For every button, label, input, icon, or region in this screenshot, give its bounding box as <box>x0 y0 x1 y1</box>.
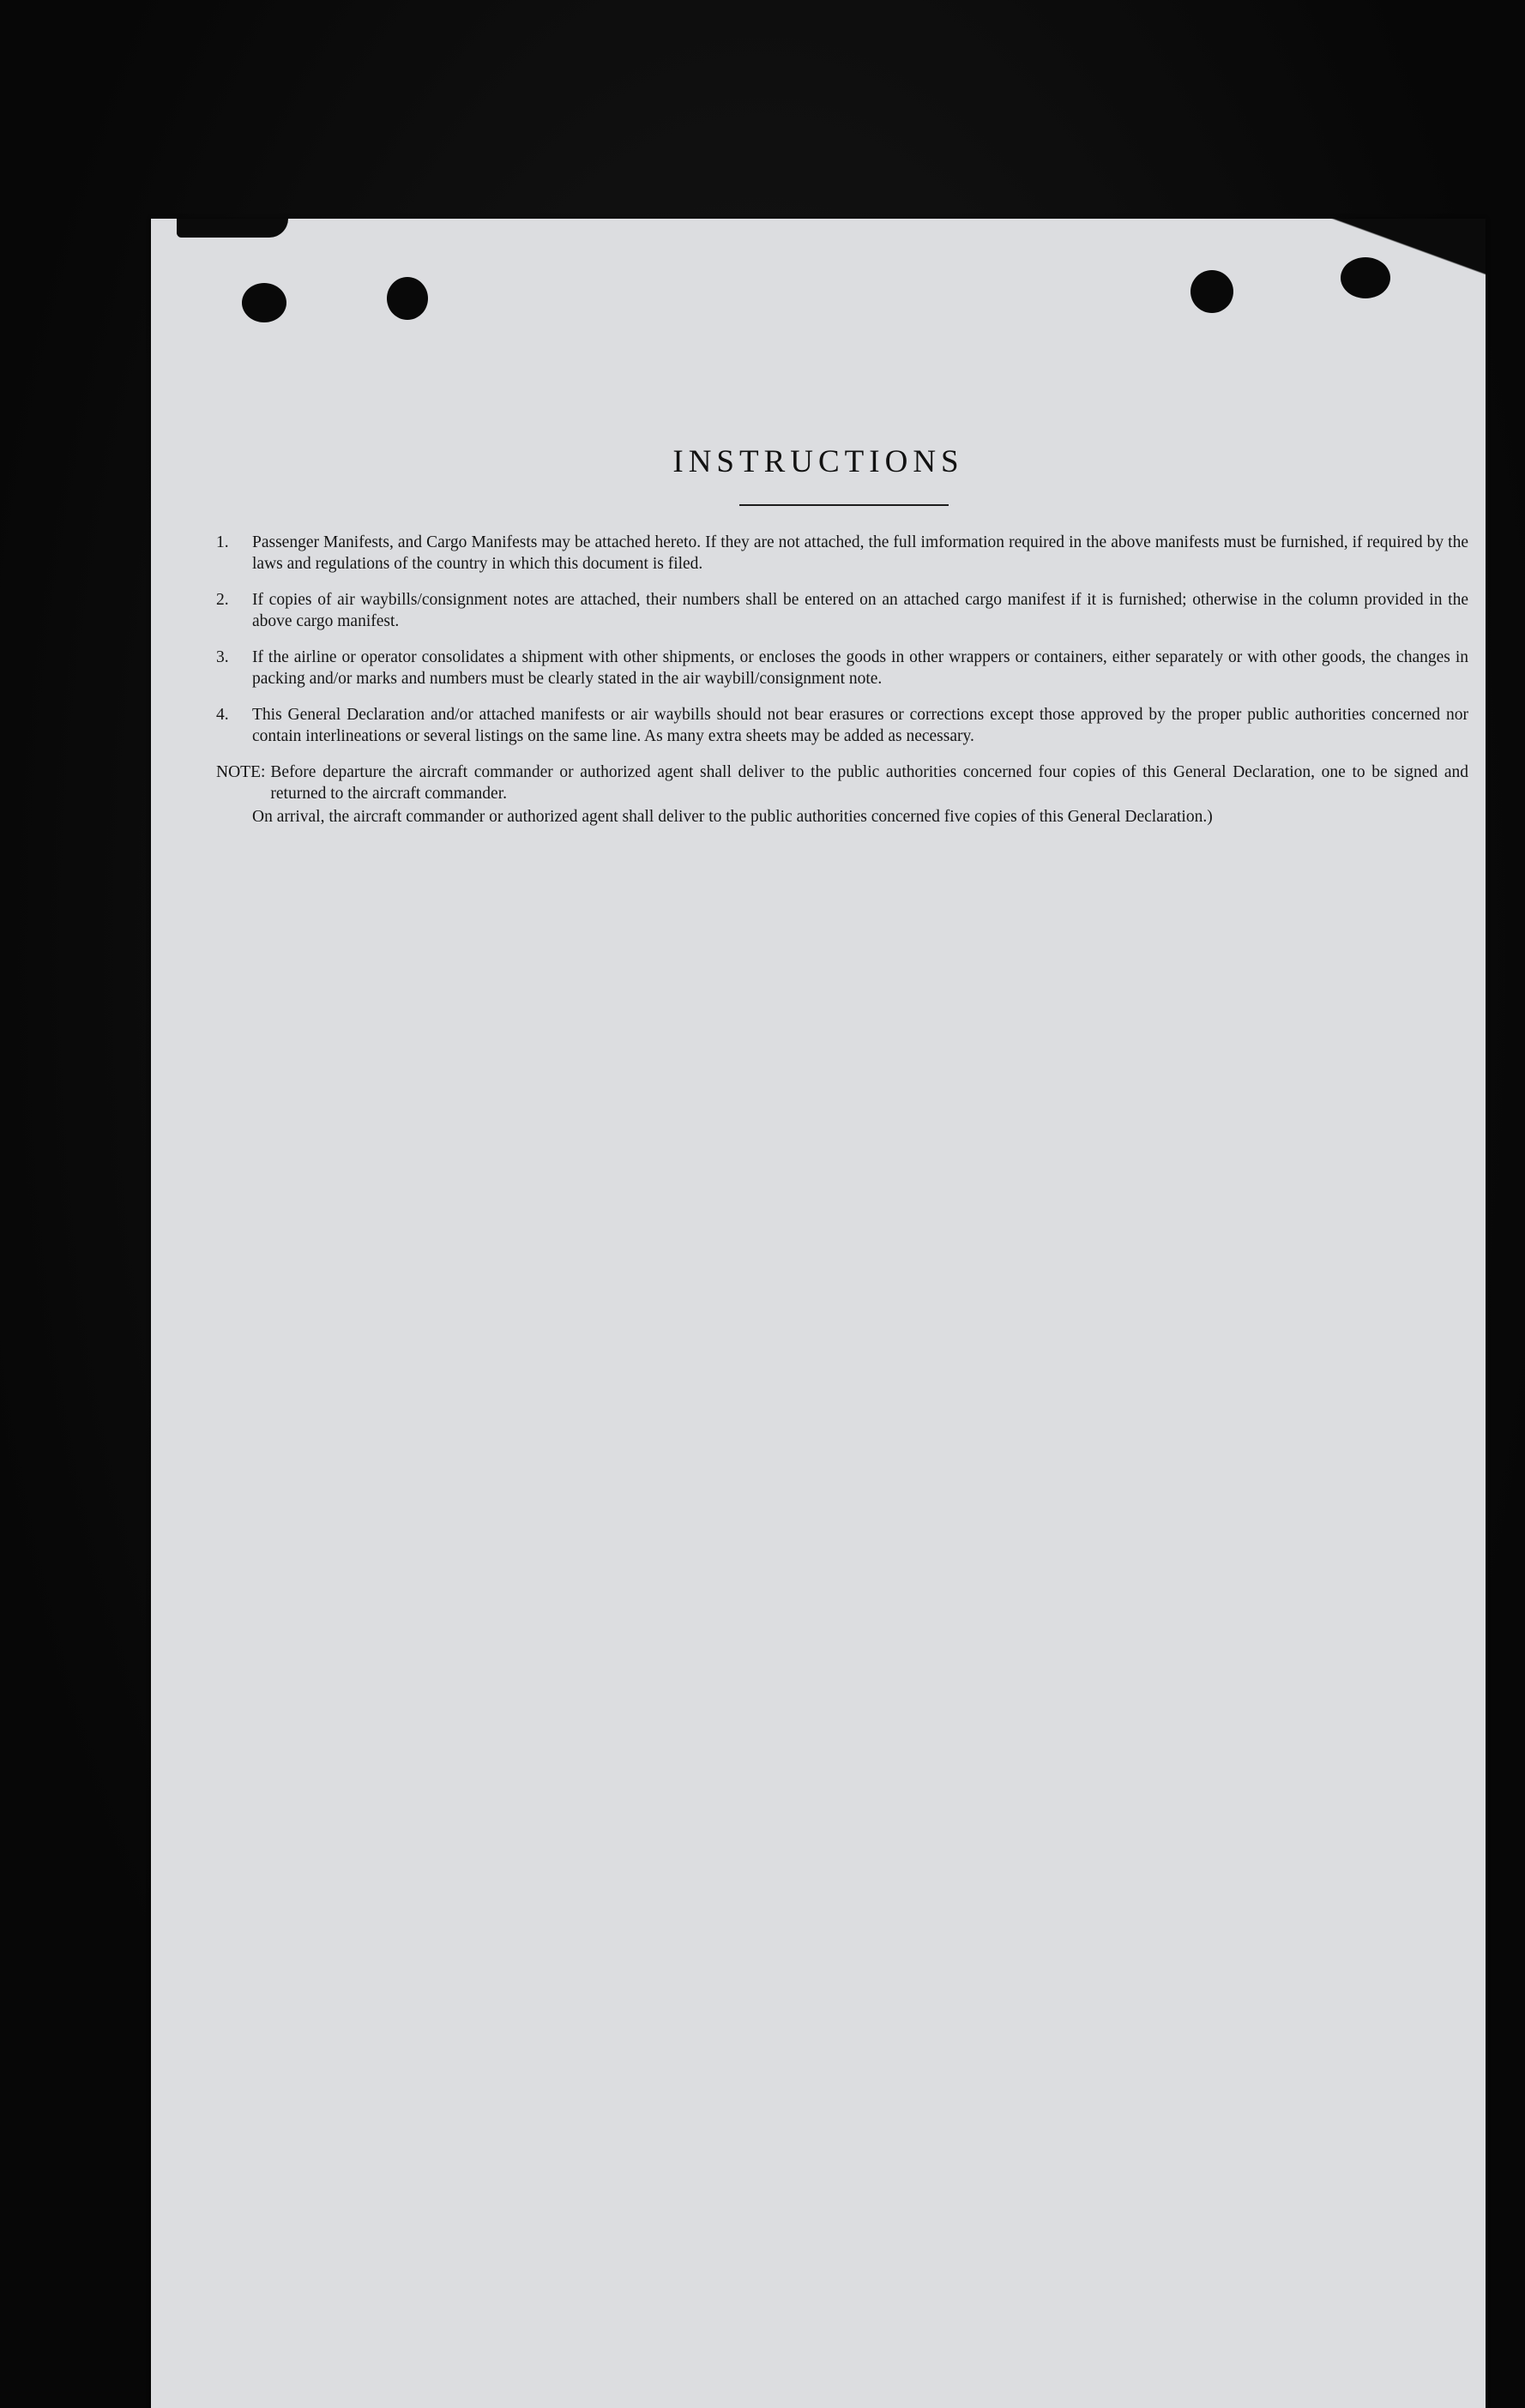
instruction-text: If the airline or operator consolidates a shipment with other shipments, or encloses the goods in other wrappers or containers, either separately or with other goods, the changes in packing and/or marks and numbers must be clearly stated in the air waybill/consignment note. <box>252 648 1468 688</box>
punch-hole <box>1190 270 1233 313</box>
note-text: Before departure the aircraft commander or authorized agent shall deliver to the public authorities concerned four copies of this General Declaration, one to be signed and returned to the aircraft commander. <box>270 763 1468 803</box>
instruction-number: 2. <box>216 591 229 609</box>
instruction-item <box>216 590 1468 632</box>
instruction-number: 4. <box>216 706 229 724</box>
punch-hole <box>242 283 286 322</box>
instruction-item <box>216 533 1468 575</box>
paper-tear <box>177 219 288 238</box>
instruction-text: If copies of air waybills/consignment notes are attached, their numbers shall be entered on an attached cargo manifest if it is furnished; otherwise in the column provided in the above cargo manifest. <box>252 591 1468 630</box>
instruction-item <box>216 647 1468 689</box>
instruction-text: This General Declaration and/or attached manifests or air waybills should not bear erasures or corrections except those approved by the proper public authorities concerned nor contain interlineations or several listings on the same line. As many extra sheets may be added as necessary. <box>252 706 1468 745</box>
instruction-number: 3. <box>216 648 229 666</box>
note-second-paragraph: On arrival, the aircraft commander or authorized agent shall deliver to the public authorities concerned five copies of this General Declaration.) <box>252 808 1213 826</box>
instruction-number: 1. <box>216 533 229 551</box>
document-page <box>151 219 1486 2408</box>
instruction-item <box>216 705 1468 747</box>
page-title: INSTRUCTIONS <box>672 444 964 479</box>
note-label: NOTE: <box>216 763 266 781</box>
title-underline <box>739 504 949 506</box>
punch-hole <box>1341 257 1390 298</box>
paper-corner-tear <box>1314 219 1486 313</box>
note-block <box>216 762 1468 804</box>
punch-hole <box>387 277 428 320</box>
instruction-text: Passenger Manifests, and Cargo Manifests may be attached hereto. If they are not attached, the full imformation required in the above manifests must be furnished, if required by the laws and regulations of the country in which this document is filed. <box>252 533 1468 573</box>
instructions-list <box>216 533 1468 828</box>
